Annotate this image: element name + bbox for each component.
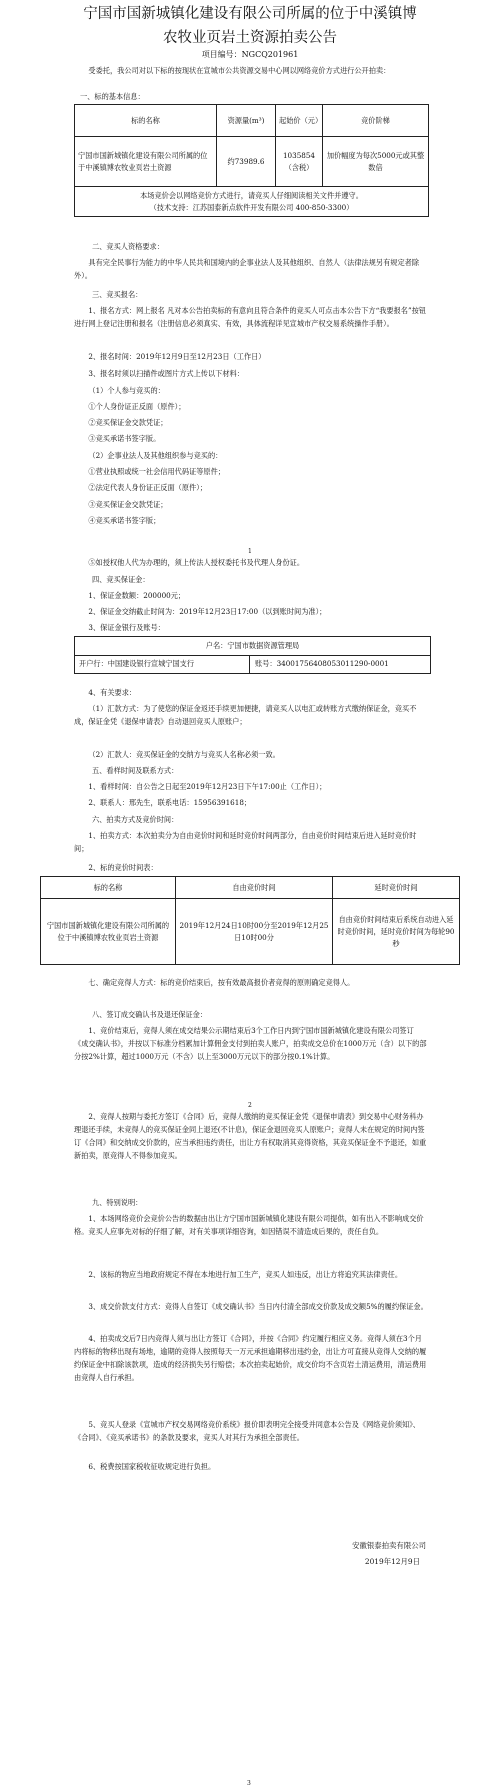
t1-header-step: 竞价阶梯 [323, 105, 429, 137]
reg-personal-2: ②竞买保证金交款凭证； [88, 418, 168, 427]
reg-time: 2、报名时间：2019年12月9日至12月23日（工作日） [88, 352, 266, 361]
section-3-heading: 三、竞买报名： [92, 290, 143, 299]
reg-company-1: ①营业执照或统一社会信用代码证等原件； [88, 467, 225, 476]
t1-note-cell [75, 187, 429, 217]
reg-method: 1、报名方式：网上报名 凡对本公告拍卖标的有意向且符合条件的竞买人可点击本公告下方“我要报名”按钮进行网上登记注册和报名（注册信息必须真实、有效，具体流程详见宣城市产权交易系统操作手册）。 [74, 306, 427, 328]
t1-cell-name: 宁国市国新城镇化建设有限公司所属的位于中溪镇博农牧业页岩土资源 [75, 137, 217, 187]
bank-branch: 开户行：中国建设银行宣城宁国支行 [75, 655, 250, 673]
signature-company: 安徽银泰拍卖有限公司 [352, 1541, 426, 1550]
deposit-req-1: （1）汇款方式：为了使您的保证金返还手续更加便捷，请竞买人以电汇或转账方式缴纳保证金，竞买不成，保证金凭《退保申请表》自动退回竞买人原账户； [74, 704, 417, 726]
page-mark-1: 1 [248, 548, 252, 555]
note-5: 5、竞买人登录《宣城市产权交易网络竞价系统》报价即表明完全接受并同意本公告及《网络竞价须知》、《合同》、《竞买承诺书》的条款及要求，竞买人对其行为承担全部责任。 [74, 1420, 420, 1442]
project-number: 项目编号：NGCQ201961 [201, 50, 299, 59]
t2-header-name: 标的名称 [41, 877, 176, 899]
note-1: 1、本场网络竞价会竞价公告的数据由出让方宁国市国新城镇化建设有限公司提供，如有出入不影响成交价格。竞买人应事先对标的仔细了解，对有关事项详细咨询，如因错误不清造成后果的，责任自负。 [74, 1214, 424, 1236]
t1-header-startprice: 起始价（元） [276, 105, 323, 137]
t1-cell-startprice: 1035854（含税） [276, 137, 323, 187]
section-6-heading: 六、拍卖方式及竞价时间： [92, 815, 179, 824]
t1-cell-volume: 约73989.6 [217, 137, 276, 187]
note-3: 3、成交价款支付方式：竞得人自签订《成交确认书》当日内付清全部成交价款及成交额5%的履约保证金。 [88, 1302, 428, 1311]
section-5-heading: 五、看样时间及联系方式： [92, 766, 179, 775]
bidding-schedule-table [40, 876, 460, 965]
deposit-deadline: 2、保证金交纳截止时间为：2019年12月23日17:00（以到账时间为准）； [88, 607, 327, 616]
t1-cell-step: 加价幅度为每次5000元或其整数倍 [323, 137, 429, 187]
bank-account-name: 户名：宁国市数据资源管理局 [75, 637, 430, 656]
note-6: 6、税费按国家税收征收规定进行负担。 [88, 1462, 216, 1471]
t2-cell-name: 宁国市国新城镇化建设有限公司所属的位于中溪镇博农牧业页岩土资源 [41, 899, 176, 965]
reg-personal: （1）个人参与竞买的： [88, 386, 165, 395]
auction-method: 1、拍卖方式：本次拍卖分为自由竞价时间和延时竞价时间两部分，自由竞价时间结束后进入延时竞价时间； [74, 831, 417, 853]
note-2: 2、该标的物应当地政府规定不得在本地进行加工生产，竞买人如违反，出让方将追究其法律责任。 [88, 1270, 403, 1279]
page-mark-3: 3 [247, 1780, 251, 1787]
deposit-req-2: （2）汇款人：竞买保证金的交纳方与竞买人名称必须一致。 [88, 750, 280, 759]
reg-company-5: ⑤如授权他人代为办理的，须上传法人授权委托书及代理人身份证。 [88, 558, 305, 567]
bank-account-number: 账号：34001756408053011290-0001 [255, 659, 389, 668]
t2-header-delay: 延时竞价时间 [333, 877, 460, 899]
reg-personal-1: ①个人身份证正反面（原件）； [88, 402, 186, 411]
t2-cell-delay: 自由竞价时间结束后系统自动进入延时竞价时间，延时竞价时间为每轮90秒 [333, 899, 460, 965]
t1-header-volume: 资源量(m³) [217, 105, 276, 137]
reg-personal-3: ③竞买承诺书签字版。 [88, 434, 161, 443]
deposit-bank: 3、保证金银行及账号： [88, 623, 165, 632]
deposit-requirements: 4、有关要求： [88, 688, 137, 697]
reg-company: （2）企事业法人及其他组织参与竞买的： [88, 451, 223, 460]
lot-info-table [74, 104, 429, 217]
t2-cell-free: 2019年12月24日10时00分至2019年12月25日10时00分 [176, 899, 333, 965]
page-mark-2: 2 [248, 1102, 252, 1109]
t1-note-2: （技术支持：江苏国泰新点软件开发有限公司 400-850-3300） [149, 202, 354, 212]
signature-date: 2019年12月9日 [364, 1557, 420, 1566]
t2-header-free: 自由竞价时间 [176, 877, 333, 899]
reg-company-2: ②法定代表人身份证正反面（原件）； [88, 483, 207, 492]
section-2-heading: 二、竞买人资格要求： [92, 242, 164, 251]
section-8-heading: 八、签订成交确认书及退还保证金： [92, 1010, 208, 1019]
title-line-2: 农牧业页岩土资源拍卖公告 [163, 30, 337, 46]
title-line-1: 宁国市国新城镇化建设有限公司所属的位于中溪镇博 [83, 6, 417, 22]
t1-header-name: 标的名称 [75, 105, 217, 137]
section-1-heading: 一、标的基本信息： [80, 92, 145, 101]
section-4-heading: 四、竞买保证金： [92, 575, 150, 584]
viewing-time: 1、看样时间：自公告之日起至2019年12月23日下午17:00止（工作日）； [88, 782, 327, 791]
t1-note-1: 本场竞价会以网络竞价方式进行，请竞买人仔细阅读相关文件并遵守。 [140, 190, 363, 200]
reg-materials: 3、报名时须以扫描件或图片方式上传以下材料： [88, 369, 244, 378]
reg-company-4: ④竞买承诺书签字版； [88, 516, 161, 525]
deposit-refund: 2、竞得人按期与委托方签订《合同》后，竞得人缴纳的竞买保证金凭《退保申请表》到交易中心财务科办理退还手续，未竞得人的竞买保证金同上退还(不计息)，保证金退回竞买人原账户；竞得人未在规定的时间内签订《合同》和交纳成交价款的，应当承担违约责任，出让方有权取消其竞得资格，其竞买保证金不予退还，如重新拍卖，原竞得人不得参加竞买。 [74, 1112, 427, 1160]
section-2-body: 具有完全民事行为能力的中华人民共和国境内的企事业法人及其他组织、自然人（法律法规另有规定者除外）。 [74, 258, 420, 280]
reg-company-3: ③竞买保证金交款凭证； [88, 500, 168, 509]
contract-signing: 1、竞价结束后，竞得人须在成交结果公示期结束后3个工作日内到宁国市国新城镇化建设有限公司签订《成交确认书》，并按以下标准分档累加计算佣金支付到拍卖人账户，拍卖成交总价在1000万元（含）以下的部分按2%计算，超过1000万元（不含）以上至3000万元以下的部分按0.1%计算。 [74, 1026, 427, 1061]
section-9-heading: 九、特别说明： [92, 1198, 143, 1207]
bank-info-box [74, 636, 431, 674]
contact-info: 2、联系人：邢先生，联系电话：15956391618； [88, 798, 252, 807]
section-7: 七、确定竞得人方式：标的竞价结束后，按有效最高报价者竞得的原则确定竞得人。 [88, 978, 355, 987]
schedule-label: 2、标的竞价时间表： [88, 863, 158, 872]
deposit-amount: 1、保证金数额：200000元； [88, 591, 186, 600]
note-4: 4、拍卖成交后7日内竞得人须与出让方签订《合同》，并按《合同》约定履行相应义务。竞得人须在3个月内将标的物移出现有场地，逾期的竞得人按照每天一万元承担逾期移出违约金，出让方可直接从竞得人交纳的履约保证金中扣除该款项，造成的经济损失另行赔偿；本次拍卖起始价，成交价均不含页岩土清运费用，清运费用由竞得人自行承担。 [74, 1334, 427, 1382]
page-title [40, 2, 460, 50]
intro-paragraph: 受委托，我公司对以下标的按现状在宣城市公共资源交易中心网以网络竞价方式进行公开拍卖： [88, 66, 391, 75]
